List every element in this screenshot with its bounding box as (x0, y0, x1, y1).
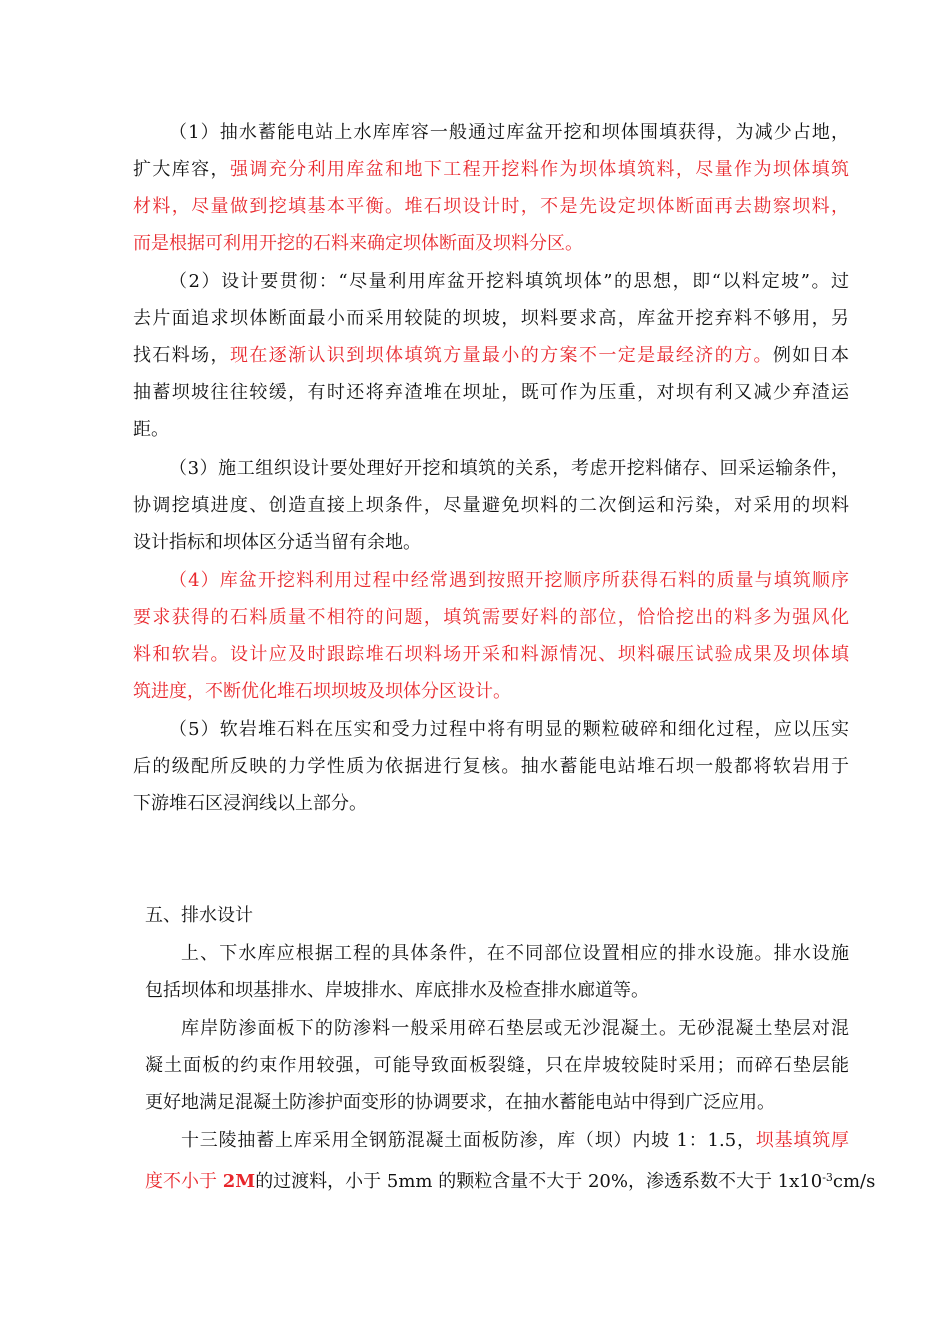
text-line: 抽蓄坝坡往往较缓，有时还将弃渣堆在坝址，既可作为压重，对坝有利又减少弃渣运 (133, 382, 849, 403)
text-line: （1）抽水蓄能电站上水库库容一般通过库盆开挖和坝体围填获得，为减少占地， (169, 122, 849, 143)
paragraph-item-5 (133, 711, 849, 822)
paragraph-item-3 (133, 450, 849, 561)
section-heading: 五、排水设计 (145, 905, 253, 926)
highlighted-text-line: 材料，尽量做到挖填基本平衡。堆石坝设计时，不是先设定坝体断面再去勘察坝料， (133, 196, 849, 217)
text-line: 下游堆石区浸润线以上部分。 (133, 793, 367, 814)
highlighted-text-line: 筑进度，不断优化堆石坝坝坡及坝体分区设计。 (133, 681, 511, 702)
text-line: 凝土面板的约束作用较强，可能导致面板裂缝，只在岸坡较陡时采用；而碎石垫层能 (145, 1055, 849, 1076)
text-line: 扩大库容，强调充分利用库盆和地下工程开挖料作为坝体填筑料，尽量作为坝体填筑 (133, 159, 850, 180)
highlighted-text: 度不小于 (145, 1171, 223, 1192)
highlighted-text-line: （4）库盆开挖料利用过程中经常遇到按照开挖顺序所获得石料的质量与填筑顺序 (169, 570, 849, 591)
text-line: 设计指标和坝体区分适当留有余地。 (133, 532, 421, 553)
highlighted-text: 现在逐渐认识到坝体填筑方量最小的方案不一定是最经济的方。 (229, 345, 773, 366)
text-line: 找石料场，现在逐渐认识到坝体填筑方量最小的方案不一定是最经济的方。例如日本 (133, 345, 850, 366)
paragraph-drainage-2 (145, 1010, 849, 1121)
highlighted-text: 强调充分利用库盆和地下工程开挖料作为坝体填筑料，尽量作为坝体填筑 (229, 159, 850, 180)
text-line: （5）软岩堆石料在压实和受力过程中将有明显的颗粒破碎和细化过程，应以压实 (169, 719, 849, 740)
highlighted-text-line: 而是根据可利用开挖的石料来确定坝体断面及坝料分区。 (133, 233, 583, 254)
text-line: 距。 (133, 419, 169, 440)
text-line: 协调挖填进度、创造直接上坝条件，尽量避免坝料的二次倒运和污染，对采用的坝料 (133, 495, 849, 516)
text-line: 包括坝体和坝基排水、岸坡排水、库底排水及检查排水廊道等。 (145, 980, 649, 1001)
text-line: 去片面追求坝体断面最小而采用较陡的坝坡，坝料要求高，库盆开挖弃料不够用，另 (133, 308, 849, 329)
highlighted-text-line: 料和软岩。设计应及时跟踪堆石坝料场开采和料源情况、坝料碾压试验成果及坝体填 (133, 644, 849, 665)
text-line: 度不小于 2M的过渡料，小于 5mm 的颗粒含量不大于 20%，渗透系数不大于 $1x10^{-3}cm/s$ (145, 1171, 876, 1192)
text-line: （2）设计要贯彻：“尽量利用库盆开挖料填筑坝体”的思想，即“以料定坡”。过 (169, 271, 849, 292)
paragraph-item-4 (133, 562, 849, 710)
text-line: 十三陵抽蓄上库采用全钢筋混凝土面板防渗，库（坝）内坡 1：1.5，坝基填筑厚 (181, 1130, 850, 1151)
highlighted-text-line: 要求获得的石料质量不相符的问题，填筑需要好料的部位，恰恰挖出的料多为强风化 (133, 607, 849, 628)
highlighted-text: 2M (222, 1171, 256, 1192)
highlighted-text: 坝基填筑厚 (755, 1130, 850, 1151)
text-line: 更好地满足混凝土防渗护面变形的协调要求，在抽水蓄能电站中得到广泛应用。 (145, 1092, 775, 1113)
superscript: -3 (822, 1171, 833, 1184)
paragraph-drainage-1 (145, 935, 849, 1009)
text-line: 后的级配所反映的力学性质为依据进行复核。抽水蓄能电站堆石坝一般都将软岩用于 (133, 756, 849, 777)
paragraph-drainage-3 (145, 1122, 876, 1196)
paragraph-item-1 (133, 114, 849, 262)
text-line: （3）施工组织设计要处理好开挖和填筑的关系，考虑开挖料储存、回采运输条件， (169, 458, 849, 479)
text-line: 上、下水库应根据工程的具体条件，在不同部位设置相应的排水设施。排水设施 (181, 943, 849, 964)
text-line: 库岸防渗面板下的防渗料一般采用碎石垫层或无沙混凝土。无砂混凝土垫层对混 (181, 1018, 849, 1039)
paragraph-item-2 (133, 263, 849, 448)
